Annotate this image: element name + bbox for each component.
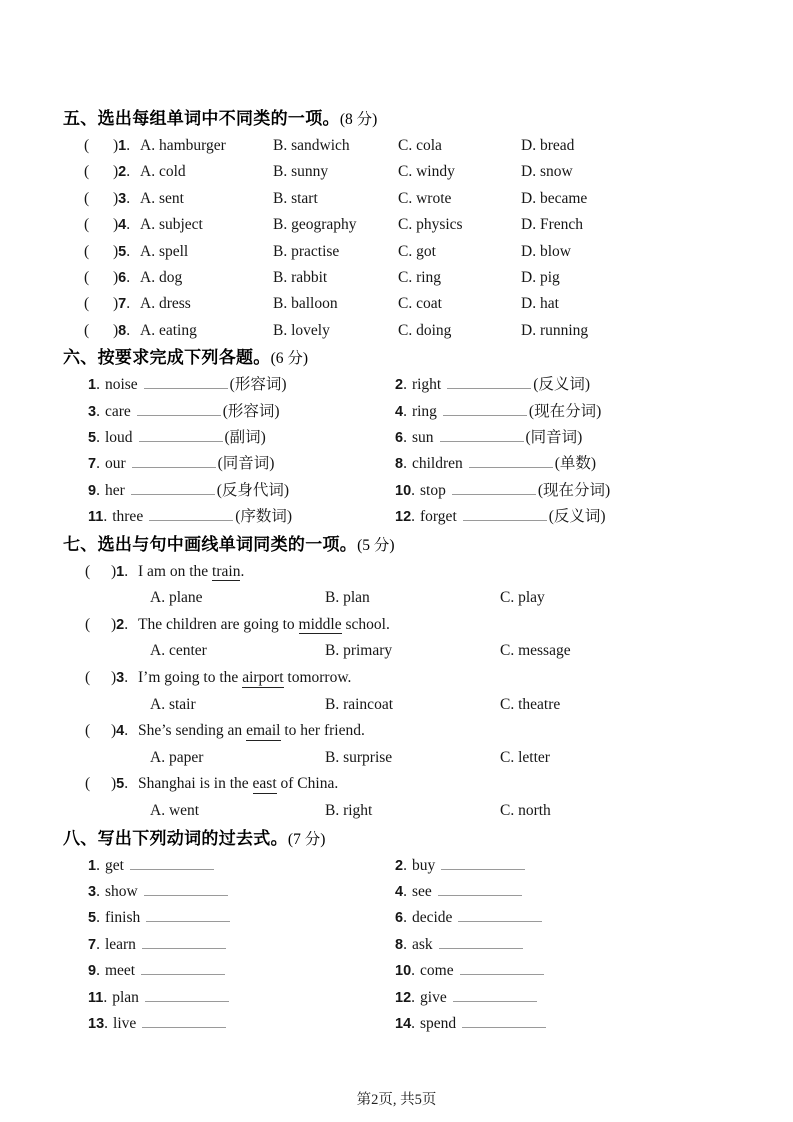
section7-title: 七、选出与句中画线单词同类的一项。 [63,534,358,554]
answer-paren-open: ( [84,242,90,260]
answer-blank [132,455,216,468]
answer-paren-close: )2. [111,615,129,633]
section8-heading [63,825,757,853]
item-number: 12 [395,509,412,526]
sentence: I am on the train. [138,562,245,580]
underlined-word: airport [242,669,284,687]
option-b: B. practise [273,242,340,260]
s6-row-6 [63,504,757,530]
answer-paren-close: )8. [113,321,131,339]
answer-blank [441,857,525,870]
answer-paren-open: ( [85,562,91,580]
answer-blank [463,508,547,521]
answer-paren-close: )6. [113,269,131,287]
answer-blank [139,429,223,442]
option-c: C. doing [398,321,452,339]
section8-title: 八、写出下列动词的过去式。 [63,828,288,848]
section6-points: (6 分) [270,350,309,368]
verb-word: meet [104,962,136,980]
s5-question-row-4 [84,212,757,238]
verb-word: come [420,962,454,980]
section8-points: (7 分) [287,830,326,848]
underlined-word: train [212,562,241,580]
option-a: A. paper [150,748,204,766]
answer-blank [462,1015,546,1028]
answer-paren-open: ( [84,163,90,181]
item-hint: (反义词) [548,508,606,526]
s8-row-1 [63,853,757,879]
option-b: B. primary [325,642,393,660]
item-hint: (序数词) [235,508,293,526]
item-number: 1 [88,857,97,874]
verb-item-11: 11. plan [88,985,395,1011]
answer-blank [142,936,226,949]
s6-row-1 [63,372,757,398]
s8-row-7 [63,1011,757,1037]
option-d: D. bread [521,137,575,154]
answer-blank [440,429,524,442]
s5-question-row-6 [84,265,757,291]
answer-paren-open: ( [85,615,91,633]
fill-item-6: 6. sun (同音词) [395,429,583,447]
option-d: D. hat [521,295,559,313]
option-b: B. surprise [325,748,393,766]
s8-row-4 [63,932,757,958]
item-hint: (形容词) [222,402,280,420]
verb-item-1: 1. get [88,853,395,879]
option-b: B. start [273,189,318,207]
question-number: 4 [118,217,127,234]
item-number: 1 [88,377,97,394]
answer-paren-close: )2. [113,163,131,181]
section5-points: (8 分) [339,111,378,128]
question-number: 3 [116,670,125,687]
s6-row-2 [63,399,757,425]
option-a: A. stair [150,695,196,713]
section6-heading [63,344,757,372]
answer-paren-open: ( [84,216,90,234]
s8-row-3 [63,905,757,931]
option-a: A. eating [140,321,197,339]
answer-blank [447,376,531,389]
option-c: C. physics [398,216,463,234]
item-number: 2 [395,857,404,874]
fill-item-7: 7. our (同音词) [88,455,275,473]
option-a: A. went [150,802,200,820]
verb-word: finish [104,909,141,927]
item-number: 13 [88,1016,105,1033]
option-a: A. plane [150,589,203,607]
answer-paren-close: )1. [113,137,131,154]
item-word: her [104,481,125,499]
item-number: 12 [395,989,412,1006]
item-number: 6 [395,430,404,447]
option-c: C. theatre [500,695,561,713]
question-number: 6 [118,270,127,287]
answer-paren-open: ( [84,269,90,287]
answer-blank [453,989,537,1002]
verb-item-13: 13. live [88,1011,395,1037]
option-d: D. running [521,321,589,339]
item-hint: (反义词) [533,376,591,394]
fill-item-1: 1. noise (形容词) [88,376,287,394]
answer-blank [145,989,229,1002]
item-number: 10 [395,963,412,980]
answer-paren-close: )1. [111,562,129,580]
question-number: 7 [118,296,127,313]
option-a: A. spell [140,242,189,260]
option-a: A. center [150,642,207,660]
s7-question-3 [85,665,757,692]
verb-item-5: 5. finish [88,905,395,931]
sentence: The children are going to middle school. [138,615,390,633]
sentence: Shanghai is in the east of China. [138,775,339,793]
verb-word: ask [411,935,433,953]
fill-item-12: 12. forget (反义词) [395,508,606,526]
fill-item-9: 9. her (反身代词) [88,481,290,499]
item-word: children [411,455,463,473]
item-number: 14 [395,1016,412,1033]
answer-blank [469,455,553,468]
item-number: 9 [88,963,97,980]
option-b: B. sunny [273,163,329,181]
s7-question-1 [85,559,757,586]
verb-item-10: 10. come [395,958,757,984]
option-d: D. pig [521,269,560,287]
item-number: 2 [395,377,404,394]
question-number: 5 [118,243,127,260]
option-a: A. cold [140,163,186,181]
answer-blank [458,909,542,922]
fill-item-8: 8. children (单数) [395,455,597,473]
s7-options-1 [150,585,757,612]
option-a: A. hamburger [140,137,226,154]
item-word: noise [104,376,138,394]
option-a: A. dress [140,295,191,313]
item-word: loud [104,429,133,447]
item-word: forget [420,508,457,526]
option-c: C. got [398,242,436,260]
sentence: I’m going to the airport tomorrow. [138,669,352,687]
item-word: care [104,402,131,420]
answer-blank [142,1015,226,1028]
verb-item-6: 6. decide [395,905,757,931]
option-c: C. ring [398,269,442,287]
s7-question-4 [85,718,757,745]
verb-item-3: 3. show [88,879,395,905]
verb-word: plan [112,988,139,1006]
verb-word: decide [411,909,453,927]
option-a: A. sent [140,189,184,207]
item-hint: (现在分词) [528,402,602,420]
item-word: sun [411,429,434,447]
option-a: A. dog [140,269,183,287]
section5-title: 五、选出每组单词中不同类的一项。 [63,109,340,128]
s5-question-row-5 [84,239,757,265]
answer-blank [439,936,523,949]
option-c: C. letter [500,748,550,766]
item-number: 3 [88,884,97,901]
question-number: 1 [118,138,127,154]
item-number: 8 [395,936,404,953]
s5-question-row-2 [84,159,757,185]
question-number: 8 [118,322,127,339]
item-number: 11 [88,509,104,526]
fill-item-10: 10. stop (现在分词) [395,481,611,499]
item-number: 7 [88,936,97,953]
verb-item-12: 12. give [395,985,757,1011]
verb-word: see [411,883,432,901]
item-hint: (副词) [224,429,266,447]
s8-row-5 [63,958,757,984]
section5-heading [63,105,757,133]
answer-blank [144,376,228,389]
item-number: 8 [395,456,404,473]
item-number: 7 [88,456,97,473]
verb-item-8: 8. ask [395,932,757,958]
verb-word: show [104,883,138,901]
verb-word: learn [104,935,136,953]
item-hint: (形容词) [229,376,287,394]
s5-question-row-7 [84,291,757,317]
s7-options-4 [150,745,757,772]
verb-word: get [104,856,124,874]
section7-points: (5 分) [357,536,395,554]
page-number-footer: 第2页, 共5页 [356,1092,437,1108]
question-number: 1 [116,563,125,580]
item-number: 4 [395,403,404,420]
question-number: 2 [118,164,127,181]
s7-options-5 [150,798,757,825]
item-hint: (同音词) [217,455,275,473]
option-b: B. raincoat [325,695,394,713]
item-number: 10 [395,482,412,499]
item-number: 9 [88,482,97,499]
s7-options-3 [150,692,757,719]
answer-blank [146,909,230,922]
fill-item-4: 4. ring (现在分词) [395,402,602,420]
s8-row-6 [63,985,757,1011]
answer-paren-close: )5. [113,242,131,260]
answer-blank [438,883,522,896]
option-c: C. wrote [398,189,452,207]
section7-heading [63,531,757,559]
option-c: C. play [500,589,545,607]
answer-blank [452,482,536,495]
option-c: C. windy [398,163,455,181]
item-hint: (反身代词) [216,481,290,499]
answer-paren-close: )5. [111,775,129,793]
answer-paren-open: ( [85,775,91,793]
underlined-word: email [246,722,281,740]
item-hint: (同音词) [525,429,583,447]
s7-question-2 [85,612,757,639]
s6-row-3 [63,425,757,451]
question-number: 4 [116,723,125,740]
answer-paren-close: )3. [113,189,131,207]
item-number: 6 [395,910,404,927]
item-number: 5 [88,910,97,927]
s7-options-2 [150,638,757,665]
item-hint: (现在分词) [537,481,611,499]
item-number: 11 [88,989,104,1006]
fill-item-2: 2. right (反义词) [395,376,591,394]
answer-paren-open: ( [85,669,91,687]
fill-item-5: 5. loud (副词) [88,429,266,447]
answer-paren-close: )7. [113,295,131,313]
option-d: D. became [521,189,588,207]
option-b: B. balloon [273,295,338,313]
option-d: D. blow [521,242,571,260]
verb-word: give [420,988,447,1006]
answer-paren-open: ( [84,137,90,154]
option-d: D. snow [521,163,573,181]
answer-blank [130,857,214,870]
verb-word: buy [411,856,436,874]
answer-paren-open: ( [84,321,90,339]
option-b: B. lovely [273,321,330,339]
question-number: 5 [116,776,125,793]
underlined-word: middle [298,615,342,633]
answer-paren-open: ( [84,189,90,207]
option-c: C. message [500,642,571,660]
answer-paren-close: )4. [111,722,129,740]
item-word: three [112,508,144,526]
fill-item-11: 11. three (序数词) [88,508,293,526]
verb-item-4: 4. see [395,879,757,905]
verb-item-2: 2. buy [395,853,757,879]
s5-question-row-3 [84,186,757,212]
page-content [63,105,757,1037]
item-word: ring [411,402,437,420]
s5-question-row-8 [84,318,757,344]
option-c: C. north [500,802,551,820]
option-c: C. cola [398,137,442,154]
sentence: She’s sending an email to her friend. [138,722,365,740]
answer-blank [149,508,233,521]
option-b: B. geography [273,216,357,234]
item-number: 3 [88,403,97,420]
section6-title: 六、按要求完成下列各题。 [63,348,271,368]
verb-item-14: 14. spend [395,1011,757,1037]
fill-item-3: 3. care (形容词) [88,402,280,420]
item-word: right [411,376,442,394]
s6-row-4 [63,451,757,477]
option-b: B. plan [325,589,370,607]
verb-word: spend [420,1015,457,1033]
answer-paren-open: ( [84,295,90,313]
underlined-word: east [252,775,277,793]
option-b: B. right [325,802,373,820]
answer-paren-open: ( [85,722,91,740]
item-word: our [104,455,126,473]
item-number: 4 [395,884,404,901]
answer-paren-close: )4. [113,216,131,234]
option-d: D. French [521,216,583,234]
s6-row-5 [63,478,757,504]
answer-blank [137,403,221,416]
answer-blank [131,482,215,495]
verb-item-9: 9. meet [88,958,395,984]
item-hint: (单数) [554,455,597,473]
option-b: B. rabbit [273,269,328,287]
question-number: 2 [116,616,125,633]
answer-blank [141,962,225,975]
item-number: 5 [88,430,97,447]
item-word: stop [420,481,446,499]
option-c: C. coat [398,295,442,313]
answer-blank [443,403,527,416]
question-number: 3 [118,190,127,207]
verb-item-7: 7. learn [88,932,395,958]
answer-blank [460,962,544,975]
option-a: A. subject [140,216,203,234]
verb-word: live [113,1015,137,1033]
s5-question-row-1 [84,133,757,159]
option-b: B. sandwich [273,137,350,154]
answer-paren-close: )3. [111,669,129,687]
answer-blank [144,883,228,896]
s8-row-2 [63,879,757,905]
s7-question-5 [85,771,757,798]
